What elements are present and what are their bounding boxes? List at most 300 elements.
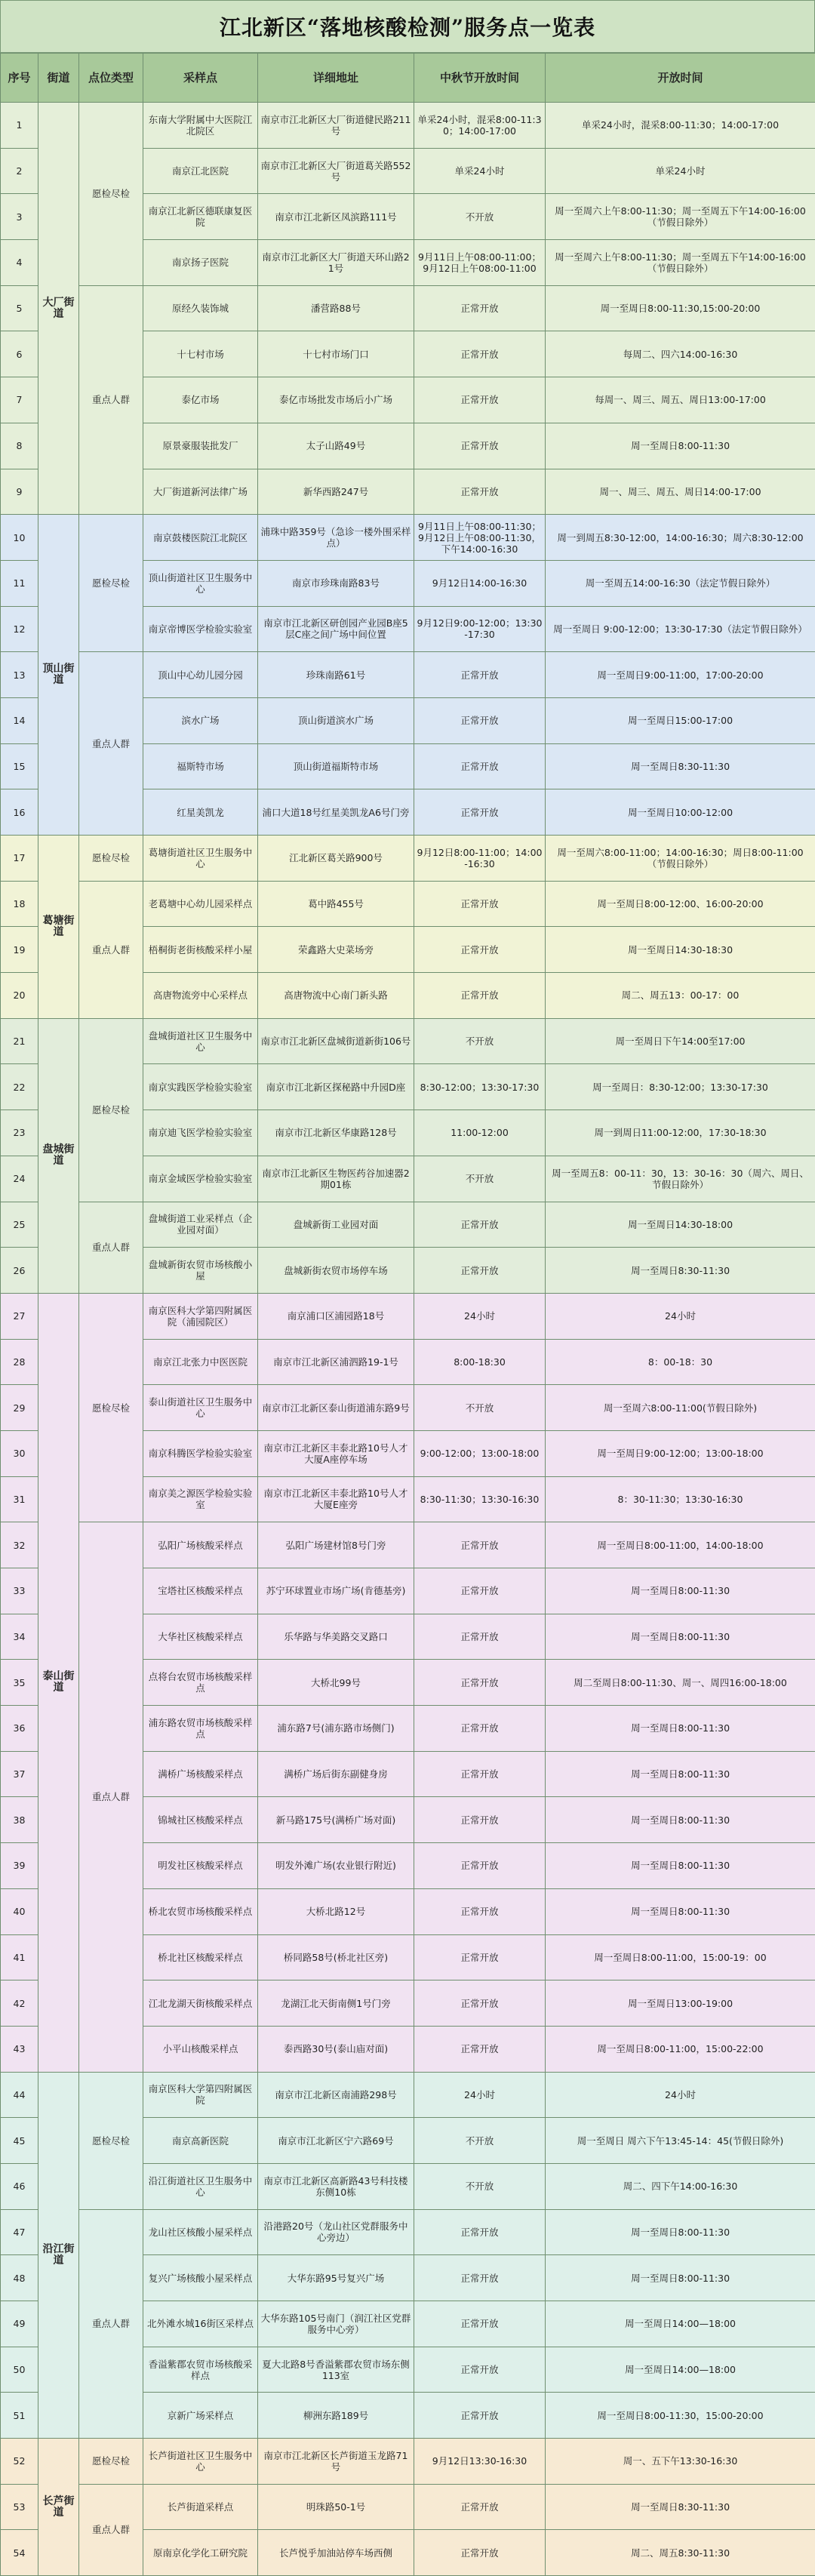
- open-hours: 周一至周五8：00-11：30，13：30-16：30（周六、周日、节假日除外）: [546, 1156, 815, 1202]
- open-hours: 周一至周日8:00-11:30: [546, 1706, 815, 1752]
- header-street: 街道: [38, 54, 79, 103]
- site-name: 京新广场采样点: [143, 2393, 258, 2439]
- row-index: 51: [1, 2393, 38, 2439]
- open-hours: 周二、周五8:30-11:30: [546, 2530, 815, 2576]
- table-row: [1, 1202, 815, 1248]
- row-index: 44: [1, 2072, 38, 2118]
- row-index: 7: [1, 377, 38, 423]
- site-name: 南京高新医院: [143, 2118, 258, 2164]
- address: 乐华路与华美路交叉路口: [258, 1614, 414, 1660]
- address: 大华东路95号复兴广场: [258, 2255, 414, 2301]
- row-index: 19: [1, 927, 38, 973]
- open-hours: 周一至周日8:00-11:30: [546, 2209, 815, 2255]
- address: 长芦悦乎加油站停车场西侧: [258, 2530, 414, 2576]
- festival-hours: 正常开放: [414, 2530, 546, 2576]
- festival-hours: 正常开放: [414, 1202, 546, 1248]
- site-name: 点将台农贸市场核酸采样点: [143, 1660, 258, 1706]
- street-cell: 长芦街道: [38, 2439, 79, 2576]
- address: 大华东路105号南门（润江社区党群服务中心旁）: [258, 2301, 414, 2347]
- festival-hours: 正常开放: [414, 1522, 546, 1568]
- header-site: 采样点: [143, 54, 258, 103]
- festival-hours: 正常开放: [414, 1706, 546, 1752]
- row-index: 18: [1, 881, 38, 927]
- row-index: 29: [1, 1385, 38, 1431]
- address: 大桥北99号: [258, 1660, 414, 1706]
- address: 南京市江北新区探秘路中升园D座: [258, 1064, 414, 1110]
- row-index: 46: [1, 2163, 38, 2209]
- open-hours: 周一至周日：8:30-12:00；13:30-17:30: [546, 1064, 815, 1110]
- festival-hours: 8:30-11:30；13:30-16:30: [414, 1476, 546, 1522]
- table-row: [1, 1018, 815, 1064]
- address: 夏大北路8号香溢紫郡农贸市场东侧113室: [258, 2347, 414, 2393]
- site-name: 宝塔社区核酸采样点: [143, 1568, 258, 1614]
- row-index: 36: [1, 1706, 38, 1752]
- open-hours: 周一至周日8:30-11:30: [546, 743, 815, 789]
- open-hours: 周一至周日8:00-11:30,15:00-20:00: [546, 285, 815, 331]
- street-cell: 葛塘街道: [38, 836, 79, 1019]
- type-cell: 愿检尽检: [79, 1018, 143, 1202]
- address: 南京市江北新区南浦路298号: [258, 2072, 414, 2118]
- site-name: 高唐物流旁中心采样点: [143, 973, 258, 1019]
- table-row: [1, 103, 815, 149]
- address: 泰亿市场批发市场后小广场: [258, 377, 414, 423]
- open-hours: 周一至周日13:00-19:00: [546, 1980, 815, 2027]
- table-row: [1, 515, 815, 561]
- row-index: 6: [1, 331, 38, 377]
- site-name: 弘阳广场核酸采样点: [143, 1522, 258, 1568]
- row-index: 39: [1, 1843, 38, 1889]
- address: 南京市江北新区盘城街道新街106号: [258, 1018, 414, 1064]
- type-cell: 愿检尽检: [79, 2439, 143, 2485]
- row-index: 5: [1, 285, 38, 331]
- address: 南京浦口区浦园路18号: [258, 1293, 414, 1339]
- open-hours: 周一至周日 9:00-12:00；13:30-17:30（法定节假日除外）: [546, 606, 815, 652]
- open-hours: 周一至周日8:00-11:30: [546, 423, 815, 469]
- address: 南京市江北新区浦泗路19-1号: [258, 1339, 414, 1385]
- festival-hours: 正常开放: [414, 1888, 546, 1934]
- site-name: 南京江北新区德联康复医院: [143, 194, 258, 240]
- site-name: 原经久装饰城: [143, 285, 258, 331]
- festival-hours: 正常开放: [414, 927, 546, 973]
- site-name: 南京帝博医学检验实验室: [143, 606, 258, 652]
- festival-hours: 8:00-18:30: [414, 1339, 546, 1385]
- address: 泰西路30号(泰山庙对面): [258, 2026, 414, 2072]
- site-name: 锦城社区核酸采样点: [143, 1797, 258, 1843]
- site-name: 红星美凯龙: [143, 789, 258, 836]
- open-hours: 周一至周日8:30-11:30: [546, 2484, 815, 2530]
- festival-hours: 正常开放: [414, 1797, 546, 1843]
- address: 珍珠南路61号: [258, 652, 414, 698]
- type-cell: 重点人群: [79, 881, 143, 1018]
- address: 荣鑫路大史菜场旁: [258, 927, 414, 973]
- site-name: 长芦街道社区卫生服务中心: [143, 2439, 258, 2485]
- row-index: 28: [1, 1339, 38, 1385]
- festival-hours: 正常开放: [414, 973, 546, 1019]
- site-name: 南京扬子医院: [143, 240, 258, 286]
- row-index: 14: [1, 697, 38, 743]
- site-name: 东南大学附属中大医院江北院区: [143, 103, 258, 149]
- site-name: 十七村市场: [143, 331, 258, 377]
- row-index: 40: [1, 1888, 38, 1934]
- site-name: 盘城街道社区卫生服务中心: [143, 1018, 258, 1064]
- site-name: 泰山街道社区卫生服务中心: [143, 1385, 258, 1431]
- site-name: 南京金域医学检验实验室: [143, 1156, 258, 1202]
- type-cell: 重点人群: [79, 2209, 143, 2438]
- row-index: 13: [1, 652, 38, 698]
- street-cell: 盘城街道: [38, 1018, 79, 1293]
- site-name: 小平山核酸采样点: [143, 2026, 258, 2072]
- row-index: 48: [1, 2255, 38, 2301]
- address: 新马路175号(满桥广场对面): [258, 1797, 414, 1843]
- festival-hours: 正常开放: [414, 285, 546, 331]
- site-name: 梧桐街老街核酸采样小屋: [143, 927, 258, 973]
- site-name: 浦东路农贸市场核酸采样点: [143, 1706, 258, 1752]
- site-name: 葛塘街道社区卫生服务中心: [143, 836, 258, 882]
- open-hours: 周一至周日8:00-11:30: [546, 1888, 815, 1934]
- row-index: 11: [1, 560, 38, 606]
- row-index: 22: [1, 1064, 38, 1110]
- festival-hours: 11:00-12:00: [414, 1110, 546, 1156]
- address: 南京市江北新区研创园产业园B座5层C座之间广场中间位置: [258, 606, 414, 652]
- site-name: 南京医科大学第四附属医院: [143, 2072, 258, 2118]
- table-row: [1, 2439, 815, 2485]
- open-hours: 周一至周日8:00-11:30: [546, 2255, 815, 2301]
- address: 葛中路455号: [258, 881, 414, 927]
- festival-hours: 9月11日上午08:00-11:00；9月12日上午08:00-11:00: [414, 240, 546, 286]
- table-row: [1, 652, 815, 698]
- open-hours: 8：00-18：30: [546, 1339, 815, 1385]
- open-hours: 周一至周六上午8:00-11:30；周一至周五下午14:00-16:00（节假日除外）: [546, 240, 815, 286]
- open-hours: 周一、周三、周五、周日14:00-17:00: [546, 469, 815, 515]
- type-cell: 愿检尽检: [79, 2072, 143, 2209]
- festival-hours: 正常开放: [414, 1614, 546, 1660]
- open-hours: 周二、四下午14:00-16:30: [546, 2163, 815, 2209]
- festival-hours: 正常开放: [414, 1980, 546, 2027]
- site-name: 顶山中心幼儿园分园: [143, 652, 258, 698]
- address: 新华西路247号: [258, 469, 414, 515]
- row-index: 31: [1, 1476, 38, 1522]
- row-index: 34: [1, 1614, 38, 1660]
- open-hours: 周一至周日8:00-11:00，15:00-22:00: [546, 2026, 815, 2072]
- festival-hours: 9月11日上午08:00-11:30；9月12日上午08:00-11:30，下午14:00-16:30: [414, 515, 546, 561]
- row-index: 32: [1, 1522, 38, 1568]
- header-row: [1, 54, 815, 103]
- address: 明珠路50-1号: [258, 2484, 414, 2530]
- row-index: 43: [1, 2026, 38, 2072]
- address: 南京市珍珠南路83号: [258, 560, 414, 606]
- address: 南京市江北新区大厂街道天环山路21号: [258, 240, 414, 286]
- row-index: 42: [1, 1980, 38, 2027]
- open-hours: 周一至周日8:00-12:00、16:00-20:00: [546, 881, 815, 927]
- site-name: 滨水广场: [143, 697, 258, 743]
- address: 南京市江北新区生物医药谷加速器2期01栋: [258, 1156, 414, 1202]
- festival-hours: 单采24小时，混采8:00-11:30；14:00-17:00: [414, 103, 546, 149]
- site-name: 盘城街道工业采样点（企业园对面）: [143, 1202, 258, 1248]
- site-name: 盘城新街农贸市场核酸小屋: [143, 1248, 258, 1294]
- type-cell: 重点人群: [79, 1522, 143, 2072]
- site-name: 香溢紫郡农贸市场核酸采样点: [143, 2347, 258, 2393]
- festival-hours: 正常开放: [414, 377, 546, 423]
- open-hours: 单采24小时，混采8:00-11:30；14:00-17:00: [546, 103, 815, 149]
- festival-hours: 9月12日8:00-11:00；14:00-16:30: [414, 836, 546, 882]
- address: 南京市江北新区华康路128号: [258, 1110, 414, 1156]
- row-index: 41: [1, 1934, 38, 1980]
- festival-hours: 正常开放: [414, 423, 546, 469]
- site-name: 南京实践医学检验实验室: [143, 1064, 258, 1110]
- address: 龙湖江北天街南侧1号门旁: [258, 1980, 414, 2027]
- site-name: 南京医科大学第四附属医院（浦园院区）: [143, 1293, 258, 1339]
- street-cell: 大厂街道: [38, 103, 79, 515]
- page-title: 江北新区“落地核酸检测”服务点一览表: [0, 0, 815, 53]
- festival-hours: 不开放: [414, 1156, 546, 1202]
- row-index: 45: [1, 2118, 38, 2164]
- address: 浦口大道18号红星美凯龙A6号门旁: [258, 789, 414, 836]
- type-cell: 愿检尽检: [79, 1293, 143, 1522]
- open-hours: 周一、五下午13:30-16:30: [546, 2439, 815, 2485]
- festival-hours: 正常开放: [414, 743, 546, 789]
- festival-hours: 正常开放: [414, 2393, 546, 2439]
- site-name: 原景豪服装批发厂: [143, 423, 258, 469]
- row-index: 17: [1, 836, 38, 882]
- open-hours: 周一至周六8:00-11:00；14:00-16:30；周日8:00-11:00（节假日除外）: [546, 836, 815, 882]
- address: 盘城新街工业园对面: [258, 1202, 414, 1248]
- row-index: 27: [1, 1293, 38, 1339]
- open-hours: 周一至周日下午14:00至17:00: [546, 1018, 815, 1064]
- festival-hours: 正常开放: [414, 652, 546, 698]
- site-name: 桥北农贸市场核酸采样点: [143, 1888, 258, 1934]
- festival-hours: 不开放: [414, 2163, 546, 2209]
- festival-hours: 9月12日14:00-16:30: [414, 560, 546, 606]
- open-hours: 周一至周六上午8:00-11:30；周一至周五下午14:00-16:00（节假日除外）: [546, 194, 815, 240]
- site-name: 泰亿市场: [143, 377, 258, 423]
- open-hours: 周二至周日8:00-11:30、周一、周四16:00-18:00: [546, 1660, 815, 1706]
- festival-hours: 正常开放: [414, 2255, 546, 2301]
- row-index: 15: [1, 743, 38, 789]
- row-index: 47: [1, 2209, 38, 2255]
- festival-hours: 24小时: [414, 1293, 546, 1339]
- festival-hours: 正常开放: [414, 331, 546, 377]
- site-name: 江北龙湖天街核酸采样点: [143, 1980, 258, 2027]
- address: 柳洲东路189号: [258, 2393, 414, 2439]
- festival-hours: 24小时: [414, 2072, 546, 2118]
- header-festival-hours: 中秋节开放时间: [414, 54, 546, 103]
- festival-hours: 单采24小时: [414, 148, 546, 194]
- row-index: 30: [1, 1430, 38, 1476]
- festival-hours: 9:00-12:00；13:00-18:00: [414, 1430, 546, 1476]
- festival-hours: 正常开放: [414, 697, 546, 743]
- festival-hours: 正常开放: [414, 1660, 546, 1706]
- row-index: 16: [1, 789, 38, 836]
- festival-hours: 不开放: [414, 2118, 546, 2164]
- address: 弘阳广场建材馆8号门旁: [258, 1522, 414, 1568]
- site-name: 南京江北医院: [143, 148, 258, 194]
- festival-hours: 正常开放: [414, 1568, 546, 1614]
- address: 太子山路49号: [258, 423, 414, 469]
- row-index: 24: [1, 1156, 38, 1202]
- open-hours: 周一至周日8:00-11:30: [546, 1751, 815, 1797]
- open-hours: 周一至周日14:30-18:30: [546, 927, 815, 973]
- open-hours: 周二、周五13：00-17：00: [546, 973, 815, 1019]
- site-name: 大华社区核酸采样点: [143, 1614, 258, 1660]
- row-index: 21: [1, 1018, 38, 1064]
- type-cell: 重点人群: [79, 2484, 143, 2575]
- open-hours: 周一至周日8:00-11:30，15:00-20:00: [546, 2393, 815, 2439]
- row-index: 54: [1, 2530, 38, 2576]
- site-name: 顶山街道社区卫生服务中心: [143, 560, 258, 606]
- site-name: 原南京化学化工研究院: [143, 2530, 258, 2576]
- site-name: 南京科腾医学检验实验室: [143, 1430, 258, 1476]
- row-index: 38: [1, 1797, 38, 1843]
- festival-hours: 正常开放: [414, 2484, 546, 2530]
- open-hours: 周一至周日9:00-11:00，17:00-20:00: [546, 652, 815, 698]
- address: 高唐物流中心南门新头路: [258, 973, 414, 1019]
- festival-hours: 正常开放: [414, 2347, 546, 2393]
- site-name: 明发社区核酸采样点: [143, 1843, 258, 1889]
- site-name: 长芦街道采样点: [143, 2484, 258, 2530]
- open-hours: 周一至周日 周六下午13:45-14：45(节假日除外): [546, 2118, 815, 2164]
- site-name: 桥北社区核酸采样点: [143, 1934, 258, 1980]
- row-index: 53: [1, 2484, 38, 2530]
- open-hours: 周一至周日8:00-11:30: [546, 1843, 815, 1889]
- site-name: 南京鼓楼医院江北院区: [143, 515, 258, 561]
- festival-hours: 正常开放: [414, 789, 546, 836]
- row-index: 3: [1, 194, 38, 240]
- address: 桥同路58号(桥北社区旁): [258, 1934, 414, 1980]
- address: 浦东路7号(浦东路市场侧门): [258, 1706, 414, 1752]
- festival-hours: 正常开放: [414, 881, 546, 927]
- site-name: 大厂街道新河法律广场: [143, 469, 258, 515]
- site-name: 复兴广场核酸小屋采样点: [143, 2255, 258, 2301]
- street-cell: 顶山街道: [38, 515, 79, 836]
- address: 江北新区葛关路900号: [258, 836, 414, 882]
- open-hours: 8：30-11:30；13:30-16:30: [546, 1476, 815, 1522]
- open-hours: 每周二、四六14:00-16:30: [546, 331, 815, 377]
- row-index: 4: [1, 240, 38, 286]
- type-cell: 重点人群: [79, 285, 143, 514]
- type-cell: 重点人群: [79, 652, 143, 836]
- festival-hours: 正常开放: [414, 2209, 546, 2255]
- festival-hours: 9月12日9:00-12:00；13:30-17:30: [414, 606, 546, 652]
- festival-hours: 正常开放: [414, 2026, 546, 2072]
- open-hours: 每周一、周三、周五、周日13:00-17:00: [546, 377, 815, 423]
- open-hours: 单采24小时: [546, 148, 815, 194]
- site-name: 龙山社区核酸小屋采样点: [143, 2209, 258, 2255]
- festival-hours: 正常开放: [414, 2301, 546, 2347]
- festival-hours: 正常开放: [414, 1248, 546, 1294]
- table-row: [1, 836, 815, 882]
- address: 南京市江北新区大厂街道健民路211号: [258, 103, 414, 149]
- festival-hours: 9月12日13:30-16:30: [414, 2439, 546, 2485]
- site-name: 南京迪飞医学检验实验室: [143, 1110, 258, 1156]
- open-hours: 周一至周日8:30-11:30: [546, 1248, 815, 1294]
- header-type: 点位类型: [79, 54, 143, 103]
- festival-hours: 8:30-12:00；13:30-17:30: [414, 1064, 546, 1110]
- table-row: [1, 2484, 815, 2530]
- header-hours: 开放时间: [546, 54, 815, 103]
- open-hours: 周一至周日14:00—18:00: [546, 2347, 815, 2393]
- site-name: 北外滩水城16街区采样点: [143, 2301, 258, 2347]
- open-hours: 周一至周日8:00-11:00，14:00-18:00: [546, 1522, 815, 1568]
- festival-hours: 正常开放: [414, 1843, 546, 1889]
- address: 明发外滩广场(农业银行附近): [258, 1843, 414, 1889]
- row-index: 50: [1, 2347, 38, 2393]
- table-row: [1, 285, 815, 331]
- open-hours: 周一至周六8:00-11:00(节假日除外): [546, 1385, 815, 1431]
- site-name: 老葛塘中心幼儿园采样点: [143, 881, 258, 927]
- address: 苏宁环球置业市场广场(肯德基旁): [258, 1568, 414, 1614]
- open-hours: 周一至周日8:00-11:30: [546, 1568, 815, 1614]
- address: 浦珠中路359号（急诊一楼外围采样点）: [258, 515, 414, 561]
- address: 十七村市场门口: [258, 331, 414, 377]
- open-hours: 周一至周日15:00-17:00: [546, 697, 815, 743]
- open-hours: 周一到周五8:30-12:00，14:00-16:30；周六8:30-12:00: [546, 515, 815, 561]
- table-row: [1, 2072, 815, 2118]
- street-cell: 泰山街道: [38, 1293, 79, 2072]
- address: 满桥广场后街东副健身房: [258, 1751, 414, 1797]
- row-index: 1: [1, 103, 38, 149]
- table-row: [1, 1293, 815, 1339]
- row-index: 25: [1, 1202, 38, 1248]
- open-hours: 周一至周日8:00-11:30: [546, 1614, 815, 1660]
- table-row: [1, 2209, 815, 2255]
- type-cell: 愿检尽检: [79, 103, 143, 286]
- festival-hours: 不开放: [414, 194, 546, 240]
- open-hours: 周一至周五14:00-16:30（法定节假日除外）: [546, 560, 815, 606]
- row-index: 23: [1, 1110, 38, 1156]
- row-index: 9: [1, 469, 38, 515]
- open-hours: 24小时: [546, 2072, 815, 2118]
- type-cell: 重点人群: [79, 1202, 143, 1293]
- row-index: 37: [1, 1751, 38, 1797]
- address: 顶山街道福斯特市场: [258, 743, 414, 789]
- site-name: 南京美之源医学检验实验室: [143, 1476, 258, 1522]
- open-hours: 周一至周日9:00-12:00；13:00-18:00: [546, 1430, 815, 1476]
- open-hours: 周一至周日10:00-12:00: [546, 789, 815, 836]
- site-name: 沿江街道社区卫生服务中心: [143, 2163, 258, 2209]
- address: 顶山街道滨水广场: [258, 697, 414, 743]
- row-index: 2: [1, 148, 38, 194]
- address: 南京市江北新区大厂街道葛关路552号: [258, 148, 414, 194]
- header-index: 序号: [1, 54, 38, 103]
- row-index: 12: [1, 606, 38, 652]
- festival-hours: 正常开放: [414, 1934, 546, 1980]
- open-hours: 周一至周日14:00—18:00: [546, 2301, 815, 2347]
- festival-hours: 正常开放: [414, 469, 546, 515]
- row-index: 52: [1, 2439, 38, 2485]
- row-index: 35: [1, 1660, 38, 1706]
- address: 南京市江北新区泰山街道浦东路9号: [258, 1385, 414, 1431]
- table-row: [1, 1522, 815, 1568]
- festival-hours: 正常开放: [414, 1751, 546, 1797]
- row-index: 20: [1, 973, 38, 1019]
- open-hours: 24小时: [546, 1293, 815, 1339]
- address: 南京市江北新区凤滨路111号: [258, 194, 414, 240]
- open-hours: 周一至周日14:30-18:00: [546, 1202, 815, 1248]
- row-index: 8: [1, 423, 38, 469]
- type-cell: 愿检尽检: [79, 836, 143, 882]
- site-name: 南京江北张力中医医院: [143, 1339, 258, 1385]
- address: 潘营路88号: [258, 285, 414, 331]
- table-row: [1, 881, 815, 927]
- open-hours: 周一到周日11:00-12:00，17:30-18:30: [546, 1110, 815, 1156]
- address: 南京市江北新区高新路43号科技楼东侧10栋: [258, 2163, 414, 2209]
- row-index: 49: [1, 2301, 38, 2347]
- site-name: 福斯特市场: [143, 743, 258, 789]
- address: 盘城新街农贸市场停车场: [258, 1248, 414, 1294]
- street-cell: 沿江街道: [38, 2072, 79, 2439]
- open-hours: 周一至周日8:00-11:00，15:00-19：00: [546, 1934, 815, 1980]
- address: 沿港路20号（龙山社区党群服务中心旁边）: [258, 2209, 414, 2255]
